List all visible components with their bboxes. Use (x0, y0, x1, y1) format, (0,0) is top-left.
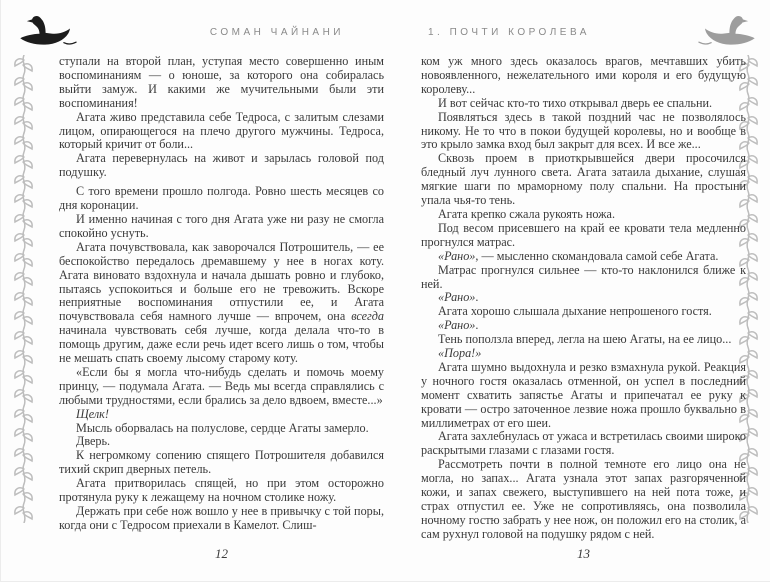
paragraph: «Рано», — мысленно скомандовала самой себе Агата. (438, 248, 719, 263)
paragraph: ступали на второй план, уступая место совершенно иным воспоминаниям — о юноше, за которого она собиралась выйти замуж. И какими же мучительными были эти воспоминания! (59, 55, 384, 110)
paragraph: Тень поползла вперед, легла на шею Агаты, на ее лицо... (438, 332, 732, 347)
paragraph: Появляться здесь в такой поздний час не позволялось никому. Не то что в покои будущей королевы, но и вообще в это крыло замка вход был закрыт для всех. И все же... (421, 109, 746, 152)
running-head-chapter: 1. ПОЧТИ КОРОЛЕВА (428, 27, 590, 38)
paragraph: Под весом присевшего на край ее кровати тела медленно прогнулся матрас. (421, 220, 746, 249)
paragraph: Агата захлебнулась от ужаса и встретилась своими широко раскрытыми глазами с глазами гостя. (421, 429, 746, 458)
right-page[interactable] (386, 0, 770, 582)
paragraph: Держать при себе нож вошло у нее в привычку с той поры, когда они с Тедросом приехали в Камелот. Слиш- (59, 504, 384, 532)
paragraph: Рассмотреть почти в полной темноте его лицо она не могла, но запах... Агата узнала этот запах разгоряченной кожи, и запах свежего, выступившего на ней пота тоже, и страх отпустил ее. Уже не сопротивляясь, она позволила ночному гостю забрать у нее нож, он положил его на столик, а сам рухнул головой на подушку рядом с ней. (421, 457, 746, 541)
paragraph: Мысль оборвалась на полуслове, сердце Агаты замерло. (76, 420, 369, 435)
paragraph: Дверь. (76, 434, 111, 449)
paragraph: «Рано». (438, 290, 479, 305)
paragraph: И именно начиная с того дня Агата уже ни разу не смогла спокойно уснуть. (59, 211, 384, 240)
left-page[interactable] (1, 0, 386, 582)
paragraph: Сквозь проем в приоткрывшейся двери просочился бледный луч лунного света. Агата затаила дыхание, слушая мягкие шаги по мраморному полу спальни. На простыни упала чья-то тень. (421, 151, 746, 208)
paragraph: Агата почувствовала, как заворочался Потрошитель, — ее беспокойство передалось дремавшему у нее в ногах коту. Агата виновато вздохнула и начала дышать ровно и глубоко, пытаясь успокоиться и больше его не тревожить. Вскоре неприятные воспоминания отпустили ее, и Агата почувствовала себя намного лучше — впрочем, она всегда начинала чувствовать себя лучше, когда делала что-то в помощь другим, даже если речь идет всего лишь о том, чтобы не мешать спать своему лысому старому коту. (59, 239, 384, 366)
vine-border-ornament (10, 55, 38, 523)
paragraph: Щелк! (76, 406, 109, 421)
paragraph: «Пора!» (438, 346, 482, 361)
paragraph: Агата хорошо слышала дыхание непрошеного гостя. (438, 304, 712, 319)
paragraph: Агата перевернулась на живот и зарылась головой под подушку. (59, 151, 384, 180)
page-number-right: 13 (577, 546, 590, 561)
paragraph: Агата притворилась спящей, но при этом осторожно протянула руку к лежащему на ночном столике ножу. (59, 476, 384, 505)
paragraph: И вот сейчас кто-то тихо открывал дверь ее спальни. (438, 95, 713, 110)
paragraph: «Рано». (438, 318, 479, 333)
paragraph: К негромкому сопению спящего Потрошителя добавился тихий скрип дверных петель. (59, 448, 384, 477)
left-page-text (59, 55, 384, 543)
page-number-left: 12 (215, 546, 228, 561)
running-head-author: СОМАН ЧАЙНАНИ (209, 27, 344, 38)
paragraph: Агата живо представила себе Тедроса, с залитым слезами лицом, опирающегося на плечо другого мужчины. Тедроса, который кричит от боли... (59, 109, 384, 152)
paragraph: С того времени прошло полгода. Ровно шесть месяцев со дня коронации. (59, 184, 384, 213)
paragraph: Агата шумно выдохнула и резко взмахнула рукой. Реакция у ночного гостя оказалась отменной, он успел в последний момент схватить запястье Агаты и припечатал ее руку к кровати — остро заточенное лезвие ножа прошло буквально в миллиметрах от его шеи. (421, 359, 746, 430)
swan-icon (17, 11, 77, 49)
paragraph: Матрас прогнулся сильнее — кто-то наклонился ближе к ней. (421, 262, 746, 291)
paragraph: ком уж много здесь оказалось врагов, мечтавших убить новоявленного, нежелательного ими короля и его будущую королеву... (421, 55, 746, 96)
right-page-text (421, 55, 746, 543)
swan-icon (698, 11, 758, 49)
paragraph: «Если бы я могла что-нибудь сделать и помочь моему принцу, — подумала Агата. — Ведь мы всегда справлялись с любыми трудностями, если брались за дело вдвоем, вместе...» (59, 364, 384, 407)
paragraph: Агата крепко сжала рукоять ножа. (438, 206, 616, 221)
